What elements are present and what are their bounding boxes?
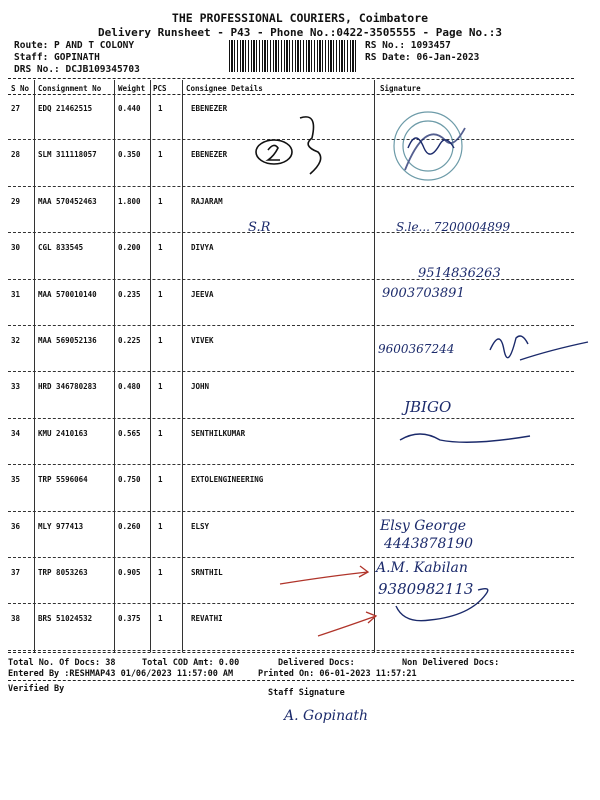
table-row — [8, 280, 574, 326]
row-consignment: TRP 5596064 — [38, 475, 88, 485]
row-consignment: MAA 569052136 — [38, 335, 97, 345]
staff-text: Staff: GOPINATH — [14, 52, 100, 63]
rs-date: RS Date: 06-Jan-2023 — [365, 52, 480, 63]
table-row — [8, 94, 574, 140]
row-pcs: 1 — [158, 567, 163, 577]
row-pcs: 1 — [158, 104, 163, 113]
row-consignment: TRP 8053263 — [38, 567, 88, 577]
row-pcs: 1 — [158, 150, 163, 160]
row-pcs: 1 — [158, 428, 163, 438]
row-consignee: DIVYA — [191, 243, 214, 253]
row-sno: 31 — [11, 289, 21, 299]
row-consignment: SLM 311118057 — [38, 150, 97, 160]
row-weight: 0.565 — [118, 428, 141, 438]
row-consignment: HRD 346780283 — [38, 382, 97, 392]
row-sno: 28 — [11, 150, 21, 160]
handwritten-phone-row37: 9380982113 — [378, 580, 474, 598]
row-pcs: 1 — [158, 521, 163, 531]
col-pcs: PCS — [153, 84, 167, 93]
row-sno: 35 — [11, 475, 21, 485]
col-consignment: Consignment No — [38, 84, 102, 93]
row-consignee: SENTHILKUMAR — [191, 428, 246, 438]
row-consignment: MAA 570452463 — [38, 196, 97, 206]
row-pcs: 1 — [158, 382, 163, 392]
row-weight: 1.800 — [118, 196, 141, 206]
row-weight: 0.375 — [118, 614, 141, 624]
row-sno: 34 — [11, 428, 21, 438]
col-weight: Weight — [118, 84, 146, 93]
handwritten-sig-row33: JBIGO — [404, 398, 452, 416]
table-row — [8, 372, 574, 418]
row-consignee: JEEVA — [191, 289, 214, 299]
handwritten-phone-row30: 9514836263 — [418, 266, 501, 281]
row-consignee: JOHN — [191, 382, 210, 392]
drs-number: DRS No.: DCJB109345703 — [14, 64, 140, 75]
handwritten-sig-row29: S.le... 7200004899 — [396, 220, 511, 234]
row-sno: 27 — [11, 104, 21, 113]
row-sno: 38 — [11, 614, 21, 624]
row-consignment: MAA 570010140 — [38, 289, 97, 299]
row-consignee: EXTOLENGINEERING — [191, 475, 264, 485]
row-sno: 32 — [11, 335, 21, 345]
row-consignment: EDQ 21462515 — [38, 104, 93, 113]
table-row — [8, 140, 574, 186]
row-consignee: SRNTHIL — [191, 567, 223, 577]
col-signature: Signature — [380, 84, 421, 93]
row-pcs: 1 — [158, 614, 163, 624]
row-consignee: ELSY — [191, 521, 210, 531]
row-pcs: 1 — [158, 243, 163, 253]
row-consignee: EBENEZER — [191, 104, 228, 113]
table-row — [8, 512, 574, 558]
runsheet-subtitle: Delivery Runsheet - P43 - Phone No.:0422-3505555 - Page No.:3 — [98, 26, 502, 39]
header-divider — [8, 78, 574, 79]
row-weight: 0.350 — [118, 150, 141, 160]
total-cod-amount: Total COD Amt: 0.00 — [142, 658, 240, 668]
row-weight: 0.440 — [118, 104, 141, 113]
row-weight: 0.260 — [118, 521, 141, 531]
row-consignment: CGL 833545 — [38, 243, 84, 253]
row-pcs: 1 — [158, 196, 163, 206]
row-sno: 33 — [11, 382, 21, 392]
handwritten-phone-row31: 9003703891 — [382, 286, 465, 301]
row-consignee: VIVEK — [191, 335, 214, 345]
row-sno: 36 — [11, 521, 21, 531]
route-text: Route: P AND T COLONY — [14, 40, 135, 51]
row-sno: 30 — [11, 243, 21, 253]
row-sno: 29 — [11, 196, 21, 206]
col-consignee: Consignee Details — [186, 84, 263, 93]
staff-signature: A. Gopinath — [284, 708, 369, 724]
row-pcs: 1 — [158, 335, 163, 345]
handwritten-phone-row36: 4443878190 — [384, 536, 474, 552]
row-consignee: EBENEZER — [191, 150, 228, 160]
row-weight: 0.225 — [118, 335, 141, 345]
row-consignment: BRS 51024532 — [38, 614, 93, 624]
handwritten-mark-row29: S.R — [248, 220, 271, 235]
row-weight: 0.480 — [118, 382, 141, 392]
footer-divider — [8, 652, 574, 653]
table-row — [8, 326, 574, 372]
row-weight: 0.200 — [118, 243, 141, 253]
consignment-table — [8, 94, 574, 651]
company-title: THE PROFESSIONAL COURIERS, Coimbatore — [171, 11, 429, 25]
row-weight: 0.235 — [118, 289, 141, 299]
entered-by: Entered By :RESHMAP43 01/06/2023 11:57:00 AM — [8, 669, 234, 679]
table-row — [8, 604, 574, 650]
handwritten-phone-row32: 9600367244 — [378, 342, 455, 356]
row-consignment: KMU 2410163 — [38, 428, 88, 438]
handwritten-sig-row37: A.M. Kabilan — [376, 560, 468, 576]
row-weight: 0.905 — [118, 567, 141, 577]
table-row — [8, 465, 574, 511]
handwritten-sig-row36: Elsy George — [380, 518, 467, 534]
row-pcs: 1 — [158, 289, 163, 299]
row-sno: 37 — [11, 567, 21, 577]
row-consignee: RAJARAM — [191, 196, 223, 206]
barcode-image — [229, 40, 357, 72]
row-pcs: 1 — [158, 475, 163, 485]
delivered-docs: Delivered Docs: — [278, 658, 355, 668]
table-row — [8, 558, 574, 604]
row-consignment: MLY 977413 — [38, 521, 84, 531]
row-weight: 0.750 — [118, 475, 141, 485]
table-row — [8, 419, 574, 465]
col-sno: S No — [11, 84, 30, 93]
printed-on: Printed On: 06-01-2023 11:57:21 — [258, 669, 417, 679]
row-consignee: REVATHI — [191, 614, 223, 624]
total-docs: Total No. Of Docs: 38 — [8, 658, 116, 668]
verified-by-label: Verified By — [8, 684, 65, 694]
row-divider — [8, 650, 574, 651]
rs-number: RS No.: 1093457 — [365, 40, 451, 51]
staff-signature-label: Staff Signature — [268, 688, 345, 698]
footer-divider — [8, 680, 574, 681]
non-delivered-docs: Non Delivered Docs: — [402, 658, 500, 668]
